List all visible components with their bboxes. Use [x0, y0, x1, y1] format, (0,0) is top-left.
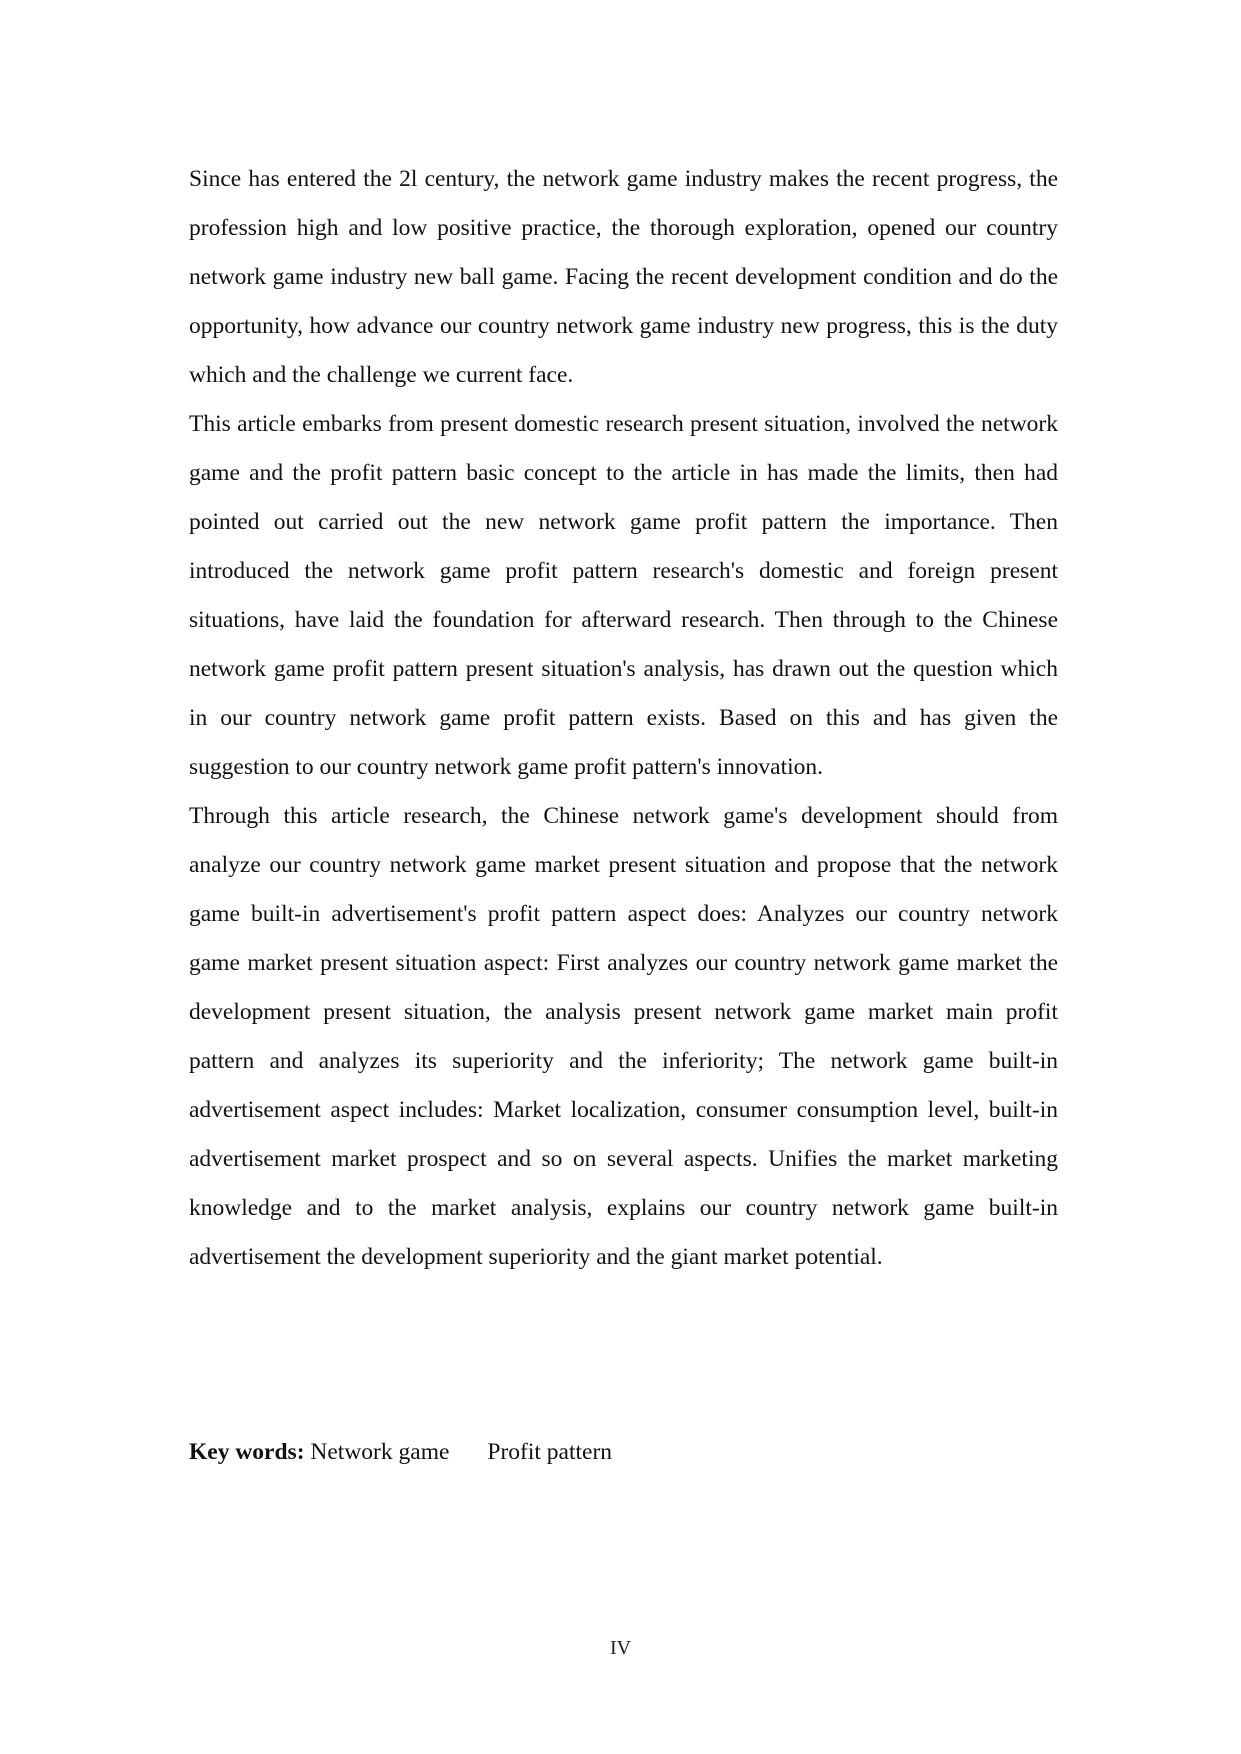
abstract-body	[189, 155, 1058, 1282]
keywords-label: Key words:	[189, 1439, 305, 1465]
abstract-paragraph-3: Through this article research, the Chinese network game's development should from analyze our country network game market present situation and propose that the network game built-in advertisement's profit pattern aspect does: Analyzes our country network game market present situation aspect: First analyzes our country network game market the development present situation, the analysis present network game market main profit pattern and analyzes its superiority and the inferiority; The network game built-in advertisement aspect includes: Market localization, consumer consumption level, built-in advertisement market prospect and so on several aspects. Unifies the market marketing knowledge and to the market analysis, explains our country network game built-in advertisement the development superiority and the giant market potential.	[189, 803, 1058, 1270]
keywords-line	[189, 1428, 612, 1477]
keyword-item: Network game	[310, 1439, 450, 1465]
page-number: IV	[609, 1637, 632, 1659]
abstract-paragraph-2: This article embarks from present domestic research present situation, involved the network game and the profit pattern basic concept to the article in has made the limits, then had pointed out carried out the new network game profit pattern the importance. Then introduced the network game profit pattern research's domestic and foreign present situations, have laid the foundation for afterward research. Then through to the Chinese network game profit pattern present situation's analysis, has drawn out the question which in our country network game profit pattern exists. Based on this and has given the suggestion to our country network game profit pattern's innovation.	[189, 411, 1058, 780]
keyword-item: Profit pattern	[487, 1439, 613, 1465]
abstract-paragraph-1: Since has entered the 2l century, the network game industry makes the recent progress, the profession high and low positive practice, the thorough exploration, opened our country network game industry new ball game. Facing the recent development condition and do the opportunity, how advance our country network game industry new progress, this is the duty which and the challenge we current face.	[189, 166, 1058, 388]
